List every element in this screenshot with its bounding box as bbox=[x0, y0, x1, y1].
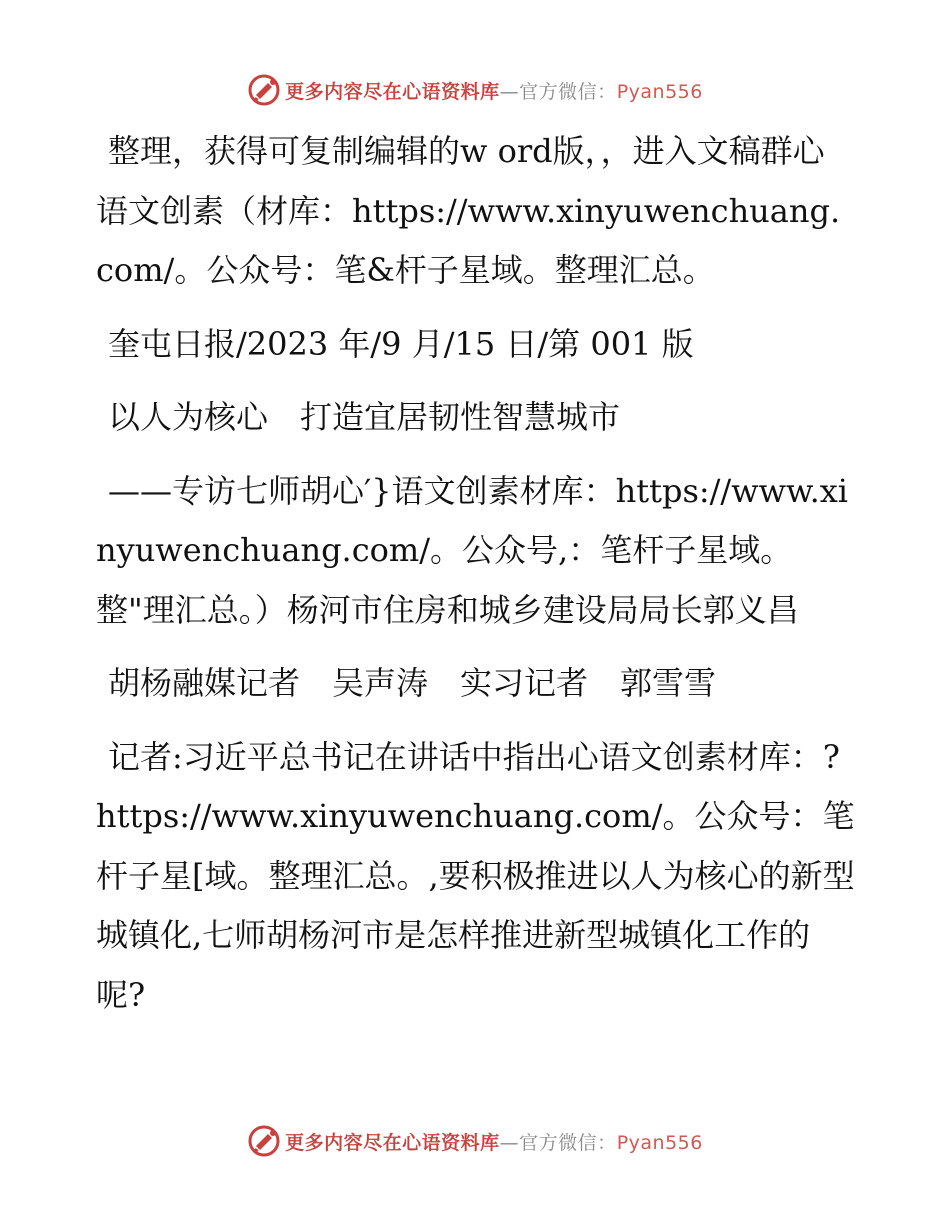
header-banner-id: Pyan556 bbox=[616, 80, 703, 103]
article-title-text: 以人为核心 打造宜居韧性智慧城市 bbox=[108, 398, 621, 436]
header-banner-main: 更多内容尽在心语资料库 bbox=[285, 80, 500, 103]
document-body bbox=[96, 122, 856, 1039]
article-subtitle bbox=[96, 462, 856, 641]
article-byline bbox=[96, 654, 856, 714]
header-banner bbox=[0, 70, 950, 110]
paragraph-intro-text: 整理，获得可复制编辑的w ord版，，进入文稿群心语文创素（材库：https://www.xinyuwenchuang.com/。公众号：笔&杆子星域。整理汇总。 bbox=[96, 132, 841, 289]
footer-banner-inner bbox=[247, 1124, 703, 1158]
article-byline-text: 胡杨融媒记者 吴声涛 实习记者 郭雪雪 bbox=[108, 664, 717, 702]
footer-banner-main: 更多内容尽在心语资料库 bbox=[285, 1131, 500, 1154]
header-banner-sep: —官方微信： bbox=[499, 80, 617, 103]
article-question bbox=[96, 728, 856, 1026]
header-banner-text bbox=[285, 77, 703, 104]
footer-banner-id: Pyan556 bbox=[616, 1131, 703, 1154]
article-question-text: 记者:习近平总书记在讲话中指出心语文创素材库：?https://www.xinyuwenchuang.com/。公众号：笔杆子星[域。整理汇总。,要积极推进以人为核心的新型城镇化,七师胡杨河市是怎样推进新型城镇化工作的呢? bbox=[96, 737, 855, 1014]
header-banner-inner bbox=[247, 73, 703, 107]
article-title bbox=[96, 388, 856, 448]
footer-banner-sep: —官方微信： bbox=[499, 1131, 617, 1154]
article-subtitle-text: ——专访七师胡心′}语文创素材库：https://www.xinyuwenchuang.com/。公众号,：笔杆子星域。整"理汇总。）杨河市住房和城乡建设局局长郭义昌 bbox=[96, 471, 849, 629]
footer-banner bbox=[0, 1121, 950, 1161]
paragraph-intro bbox=[96, 122, 856, 301]
brand-logo-icon bbox=[247, 1124, 281, 1158]
footer-banner-text bbox=[285, 1128, 703, 1155]
brand-logo-icon bbox=[247, 73, 281, 107]
paragraph-source-text: 奎屯日报/2023 年/9 月/15 日/第 001 版 bbox=[108, 324, 694, 363]
paragraph-source bbox=[96, 315, 856, 375]
